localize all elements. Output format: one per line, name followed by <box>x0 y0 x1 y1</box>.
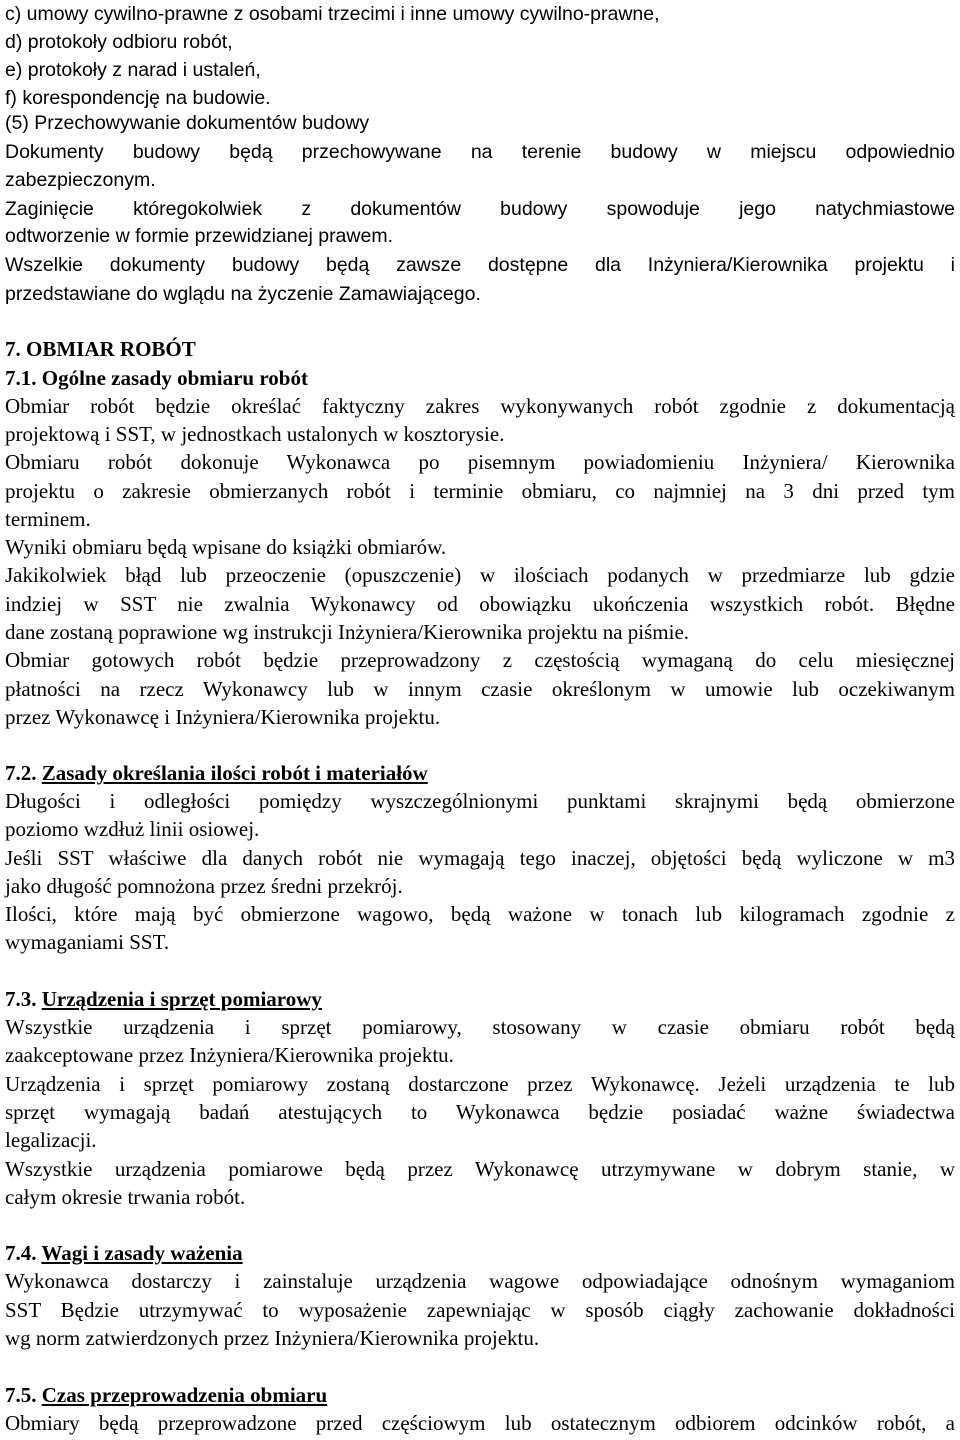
paragraph-line: Jakikolwiek błąd lub przeoczenie (opuszczenie) w ilościach podanych w przedmiarze lub gdzie <box>5 563 955 587</box>
paragraph-line: Obmiaru robót dokonuje Wykonawca po pisemnym powiadomieniu Inżyniera/ Kierownika <box>5 450 955 474</box>
paragraph-line: Urządzenia i sprzęt pomiarowy zostaną dostarczone przez Wykonawcę. Jeżeli urządzenia te lub <box>5 1072 955 1096</box>
paragraph-line: Obmiary będą przeprowadzone przed częściowym lub ostatecznym odbiorem odcinków robót, a <box>5 1411 955 1435</box>
paragraph-line: jako długość pomnożona przez średni przekrój. <box>5 874 403 898</box>
heading-title: Zasady określania ilości robót i materiałów <box>41 761 428 785</box>
list-item-d: d) protokoły odbioru robót, <box>5 31 233 53</box>
paragraph-line: Obmiar gotowych robót będzie przeprowadzony z częstością wymaganą do celu miesięcznej <box>5 648 955 672</box>
paragraph-line: Wszystkie urządzenia pomiarowe będą przez Wykonawcę utrzymywane w dobrym stanie, w <box>5 1157 955 1181</box>
paragraph-line: całym okresie trwania robót. <box>5 1185 246 1209</box>
subsection-heading <box>5 1239 243 1267</box>
paragraph-line: płatności na rzecz Wykonawcy lub w innym czasie określonym w umowie lub oczekiwanym <box>5 677 955 701</box>
paragraph-line: terminem. <box>5 507 91 531</box>
heading-title: Urządzenia i sprzęt pomiarowy <box>41 987 322 1011</box>
paragraph-line: Długości i odległości pomiędzy wyszczególnionymi punktami skrajnymi będą obmierzone <box>5 789 955 813</box>
subsection-heading: (5) Przechowywanie dokumentów budowy <box>5 112 370 134</box>
subsection-heading <box>5 1381 327 1409</box>
heading-number: 7.5. <box>5 1383 42 1407</box>
paragraph-line: Zaginięcie któregokolwiek z dokumentów budowy spowoduje jego natychmiastowe <box>5 198 955 220</box>
paragraph-line: dane zostaną poprawione wg instrukcji Inżyniera/Kierownika projektu na piśmie. <box>5 620 690 644</box>
paragraph-line: Dokumenty budowy będą przechowywane na terenie budowy w miejscu odpowiednio <box>5 141 955 163</box>
paragraph-line: Jeśli SST właściwe dla danych robót nie wymagają tego inaczej, objętości będą wyliczone w m3 <box>5 846 955 870</box>
paragraph-line: poziomo wzdłuż linii osiowej. <box>5 817 260 841</box>
list-item-c: c) umowy cywilno-prawne z osobami trzecimi i inne umowy cywilno-prawne, <box>5 3 660 25</box>
paragraph-line: przez Wykonawcę i Inżyniera/Kierownika projektu. <box>5 705 441 729</box>
paragraph-line: projektową i SST, w jednostkach ustalonych w kosztorysie. <box>5 422 505 446</box>
paragraph-line: wg norm zatwierdzonych przez Inżyniera/Kierownika projektu. <box>5 1326 540 1350</box>
heading-title: Czas przeprowadzenia obmiaru <box>41 1383 328 1407</box>
paragraph-line: odtworzenie w formie przewidzianej prawem. <box>5 225 393 247</box>
paragraph-line: sprzęt wymagają badań atestujących to Wykonawca będzie posiadać ważne świadectwa <box>5 1100 955 1124</box>
paragraph-line: przedstawiane do wglądu na życzenie Zamawiającego. <box>5 283 481 305</box>
heading-title: Wagi i zasady ważenia <box>41 1241 243 1265</box>
paragraph-line: zabezpieczonym. <box>5 169 156 191</box>
subsection-heading: 7.1. Ogólne zasady obmiaru robót <box>5 366 308 390</box>
subsection-heading <box>5 985 322 1013</box>
paragraph-line: Wykonawca dostarczy i zainstaluje urządzenia wagowe odpowiadające odnośnym wymaganiom <box>5 1269 955 1293</box>
paragraph-line: Ilości, które mają być obmierzone wagowo, będą ważone w tonach lub kilogramach zgodnie z <box>5 902 955 926</box>
heading-number: 7.3. <box>5 987 42 1011</box>
paragraph-line: legalizacji. <box>5 1128 97 1152</box>
subsection-heading <box>5 759 428 787</box>
paragraph-line: indziej w SST nie zwalnia Wykonawcy od obowiązku ukończenia wszystkich robót. Błędne <box>5 592 955 616</box>
paragraph-line: Wszelkie dokumenty budowy będą zawsze dostępne dla Inżyniera/Kierownika projektu i <box>5 254 955 276</box>
paragraph-line: Wszystkie urządzenia i sprzęt pomiarowy, stosowany w czasie obmiaru robót będą <box>5 1015 955 1039</box>
list-item-f: f) korespondencję na budowie. <box>5 87 271 109</box>
heading-number: 7.4. <box>5 1241 42 1265</box>
paragraph-line: Obmiar robót będzie określać faktyczny zakres wykonywanych robót zgodnie z dokumentacją <box>5 394 955 418</box>
heading-number: 7.2. <box>5 761 42 785</box>
paragraph-line: Wyniki obmiaru będą wpisane do książki obmiarów. <box>5 535 447 559</box>
list-item-e: e) protokoły z narad i ustaleń, <box>5 59 261 81</box>
paragraph-line: SST Będzie utrzymywać to wyposażenie zapewniając w sposób ciągły zachowanie dokładności <box>5 1298 955 1322</box>
paragraph-line: projektu o zakresie obmierzanych robót i terminie obmiaru, co najmniej na 3 dni przed tym <box>5 479 955 503</box>
paragraph-line: wymaganiami SST. <box>5 930 170 954</box>
section-heading: 7. OBMIAR ROBÓT <box>5 337 196 361</box>
paragraph-line: zaakceptowane przez Inżyniera/Kierownika projektu. <box>5 1043 454 1067</box>
